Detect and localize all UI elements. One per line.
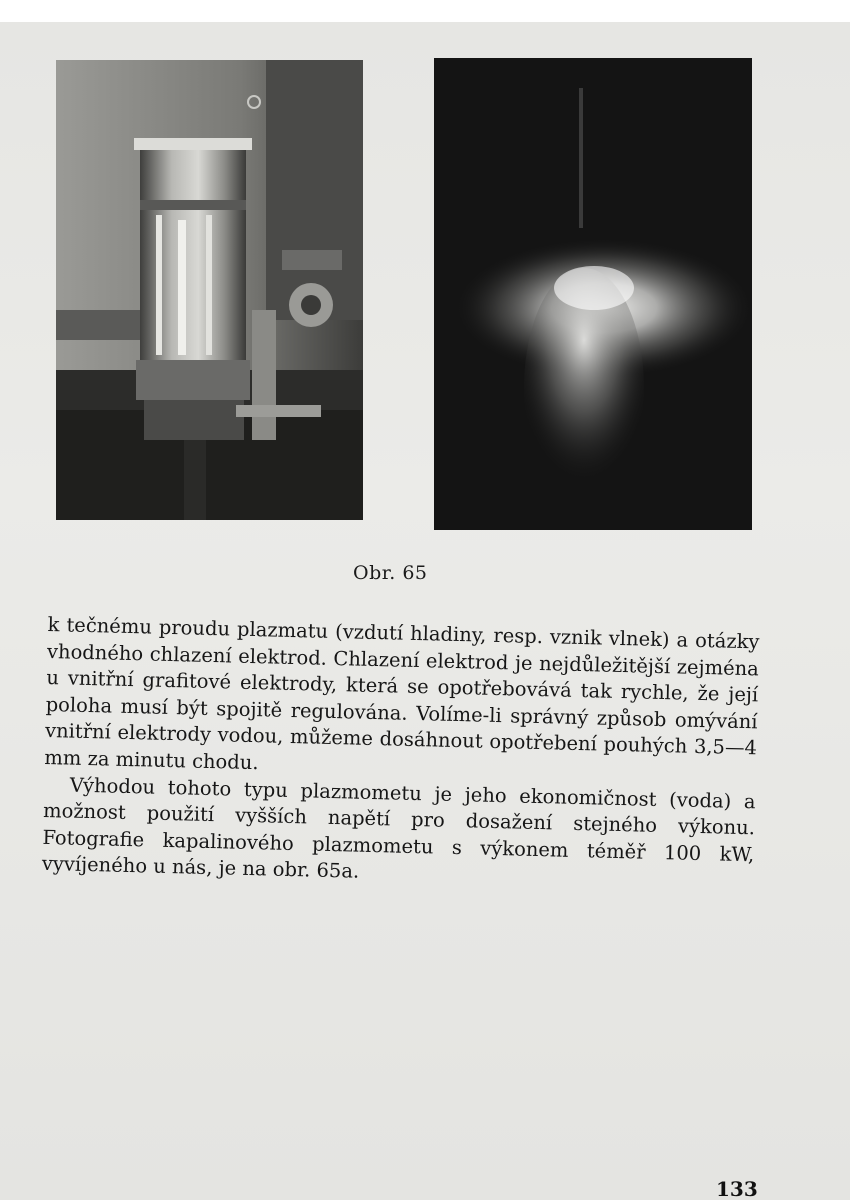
plasma-jet-photo (434, 58, 752, 530)
plasma-torch-apparatus-photo (56, 60, 363, 520)
page-number: 133 (716, 1177, 758, 1201)
figure-caption: Obr. 65 (353, 562, 428, 584)
book-page (0, 22, 850, 1200)
paragraph: Výhodou tohoto typu plazmometu je jeho ekonomičnost (voda) a možnost použití vyšších napětí pro dosažení stejného výkonu. Fotografie kapalinového plazmometu s výkonem téměř 100 kW, vyvíjeného u nás, je na obr. 65a. (41, 773, 756, 884)
body-text (42, 612, 760, 895)
paragraph: k tečnému proudu plazmatu (vzdutí hladiny, resp. vznik vlnek) a otázky vhodného chlazení elektrod. Chlazení elektrod je nejdůležitější zejména u vnitřní grafitové elektrody, která se opotřebovává tak rychle, že její poloha musí být spojitě regulována. Volíme-li správný způsob omývání vnitřní elektrody vodou, můžeme dosáhnout opotřebení pouhých 3,5—4 mm za minutu chodu. (44, 612, 760, 775)
